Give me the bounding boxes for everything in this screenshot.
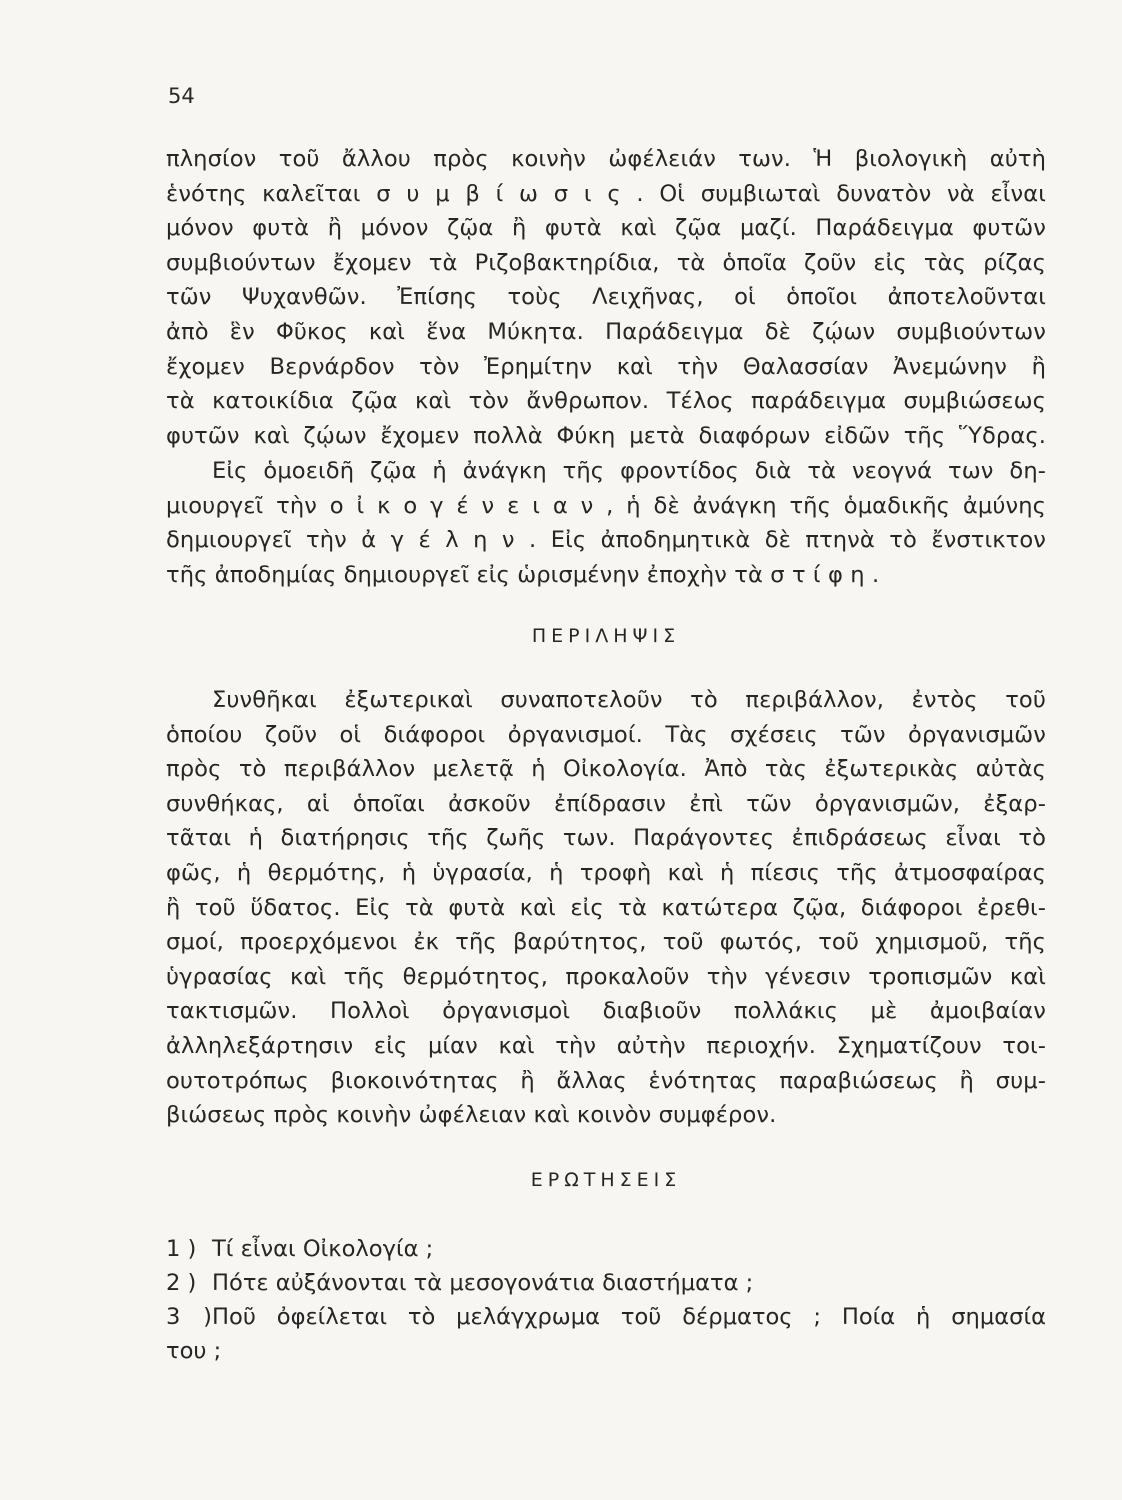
text-line: ἀπὸ ἓν Φῦκος καὶ ἕνα Μύκητα. Παράδειγμα δὲ ζῴων συμβιούντων: [166, 318, 1046, 345]
text-line: πλησίον τοῦ ἄλλου πρὸς κοινὴν ὠφέλειάν των. Ἡ βιολογικὴ αὐτὴ: [166, 146, 1046, 172]
question-text: Τί εἶναι Οἰκολογία ;: [212, 1236, 434, 1262]
text-line: τακτισμῶν. Πολλοὶ ὀργανισμοὶ διαβιοῦν πολλάκις μὲ ἀμοιβαίαν: [166, 998, 1046, 1025]
questions-heading: ΕΡΩΤΗΣΕΙΣ: [530, 1169, 682, 1191]
text-line: τῆς ἀποδημίας δημιουργεῖ εἰς ὡρισμένην ἐποχὴν τὰ σ τ ί φ η .: [166, 561, 880, 588]
text-line: φυτῶν καὶ ζῴων ἔχομεν πολλὰ Φύκη μετὰ διαφόρων εἰδῶν τῆς Ὕδρας.: [166, 422, 1046, 449]
question-number: 1 ): [166, 1236, 197, 1262]
text-line: μόνον φυτὰ ἢ μόνον ζῷα ἢ φυτὰ καὶ ζῷα μαζί. Παράδειγμα φυτῶν: [166, 215, 1046, 242]
question-item: [166, 1232, 1046, 1266]
text-line: φῶς, ἡ θερμότης, ἡ ὑγρασία, ἡ τροφὴ καὶ ἡ πίεσις τῆς ἀτμοσφαίρας: [166, 859, 1046, 886]
question-continuation: του ;: [166, 1338, 222, 1364]
text-line: τὰ κατοικίδια ζῷα καὶ τὸν ἄνθρωπον. Τέλος παράδειγμα συμβιώσεως: [166, 388, 1046, 415]
paragraph-symbiosis: [166, 142, 1046, 453]
text-line: Συνθῆκαι ἐξωτερικαὶ συναποτελοῦν τὸ περιβάλλον, ἐντὸς τοῦ: [212, 687, 1046, 713]
text-line: ἢ τοῦ ὕδατος. Εἰς τὰ φυτὰ καὶ εἰς τὰ κατώτερα ζῷα, διάφοροι ἐρεθι-: [166, 894, 1046, 921]
text-line: ὑγρασίας καὶ τῆς θερμότητος, προκαλοῦν τὴν γένεσιν τροπισμῶν καὶ: [166, 963, 1046, 990]
text-line: τῶν Ψυχανθῶν. Ἐπίσης τοὺς Λειχῆνας, οἱ ὁποῖοι ἀποτελοῦνται: [166, 284, 1046, 311]
text-line: ουτοτρόπως βιοκοινότητας ἢ ἄλλας ἑνότητας παραβιώσεως ἢ συμ-: [166, 1067, 1046, 1094]
text-line: ἀλληλεξάρτησιν εἰς μίαν καὶ τὴν αὐτὴν περιοχήν. Σχηματίζουν τοι-: [166, 1032, 1046, 1059]
text-line: τᾶται ἡ διατήρησις τῆς ζωῆς των. Παράγοντες ἐπιδράσεως εἶναι τὸ: [166, 825, 1046, 852]
text-line: δημιουργεῖ τὴν ἀ γ έ λ η ν . Εἰς ἀποδημητικὰ δὲ πτηνὰ τὸ ἔνστικτον: [166, 527, 1046, 554]
text-line: συνθήκας, αἱ ὁποῖαι ἀσκοῦν ἐπίδρασιν ἐπὶ τῶν ὀργανισμῶν, ἐξαρ-: [166, 790, 1046, 817]
question-number: 3 ): [166, 1304, 212, 1330]
summary-heading: ΠΕΡΙΛΗΨΙΣ: [531, 625, 681, 647]
text-line: ὁποίου ζοῦν οἱ διάφοροι ὀργανισμοί. Τὰς σχέσεις τῶν ὀργανισμῶν: [166, 721, 1046, 748]
text-line: ἑνότης καλεῖται σ υ μ β ί ω σ ι ς . Οἱ συμβιωταὶ δυνατὸν νὰ εἶναι: [166, 180, 1046, 207]
paragraph-family-herd: [166, 454, 1046, 592]
page-number: 54: [168, 84, 195, 108]
summary-paragraph: [166, 683, 1046, 1133]
question-item: [166, 1266, 1046, 1300]
text-line: σμοί, προερχόμενοι ἐκ τῆς βαρύτητος, τοῦ φωτός, τοῦ χημισμοῦ, τῆς: [166, 929, 1046, 956]
question-text: Ποῦ ὀφείλεται τὸ μελάγχρωμα τοῦ δέρματος ; Ποία ἡ σημασία: [212, 1304, 1046, 1330]
text-line: Εἰς ὁμοειδῆ ζῷα ἡ ἀνάγκη τῆς φροντίδος διὰ τὰ νεογνά των δη-: [212, 458, 1046, 484]
text-line: ἔχομεν Βερνάρδον τὸν Ἐρημίτην καὶ τὴν Θαλασσίαν Ἀνεμώνην ἢ: [166, 353, 1046, 380]
question-text: Πότε αὐξάνονται τὰ μεσογονάτια διαστήματα ;: [212, 1270, 754, 1296]
question-item: [166, 1300, 1046, 1334]
text-line: συμβιούντων ἔχομεν τὰ Ριζοβακτηρίδια, τὰ ὁποῖα ζοῦν εἰς τὰς ρίζας: [166, 249, 1046, 276]
text-line: μιουργεῖ τὴν ο ἰ κ ο γ έ ν ε ι α ν , ἡ δὲ ἀνάγκη τῆς ὁμαδικῆς ἀμύνης: [166, 492, 1046, 519]
text-line: βιώσεως πρὸς κοινὴν ὠφέλειαν καὶ κοινὸν συμφέρον.: [166, 1102, 777, 1129]
questions-list: [166, 1232, 1046, 1368]
text-line: πρὸς τὸ περιβάλλον μελετᾷ ἡ Οἰκολογία. Ἀπὸ τὰς ἐξωτερικὰς αὐτὰς: [166, 756, 1046, 783]
question-number: 2 ): [166, 1270, 197, 1296]
